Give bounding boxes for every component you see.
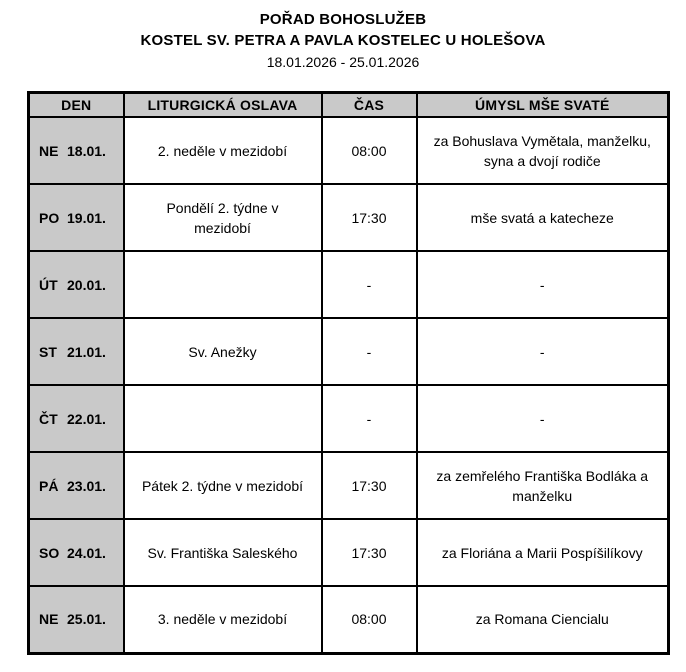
day-date: 21.01. [67, 343, 106, 360]
table-row [29, 318, 669, 385]
time-cell: - [322, 385, 417, 452]
table-row [29, 385, 669, 452]
table-row [29, 519, 669, 586]
table-row [29, 117, 669, 184]
time-cell: 08:00 [322, 586, 417, 653]
day-cell [29, 519, 124, 586]
time-cell: - [322, 251, 417, 318]
table-row [29, 586, 669, 653]
day-cell [29, 385, 124, 452]
day-date: 19.01. [67, 209, 106, 226]
table-header-row [29, 93, 669, 118]
celebration-cell [124, 251, 322, 318]
day-abbr: PO [39, 209, 60, 226]
time-cell: 17:30 [322, 452, 417, 519]
day-date: 25.01. [67, 611, 106, 628]
col-header-intention: ÚMYSL MŠE SVATÉ [417, 93, 669, 118]
day-abbr: ST [39, 343, 57, 360]
intention-cell: za Romana Ciencialu [417, 586, 669, 653]
day-abbr: ČT [39, 410, 58, 427]
day-abbr: NE [39, 142, 59, 159]
day-cell [29, 251, 124, 318]
intention-cell: za Floriána a Marii Pospíšilíkovy [417, 519, 669, 586]
day-abbr: SO [39, 544, 60, 561]
day-cell [29, 117, 124, 184]
col-header-liturgy: LITURGICKÁ OSLAVA [124, 93, 322, 118]
day-cell [29, 586, 124, 653]
col-header-den: DEN [29, 93, 124, 118]
day-cell [29, 318, 124, 385]
document-header [0, 0, 686, 73]
celebration-cell: Pátek 2. týdne v mezidobí [124, 452, 322, 519]
day-date: 18.01. [67, 142, 106, 159]
time-cell: 17:30 [322, 519, 417, 586]
day-abbr: NE [39, 611, 59, 628]
intention-cell: - [417, 251, 669, 318]
day-abbr: ÚT [39, 276, 58, 293]
table-row [29, 452, 669, 519]
table-row [29, 184, 669, 251]
celebration-cell: Sv. Anežky [124, 318, 322, 385]
intention-cell: mše svatá a katecheze [417, 184, 669, 251]
day-date: 20.01. [67, 276, 106, 293]
schedule-table [27, 91, 670, 655]
day-cell [29, 452, 124, 519]
intention-cell: za Bohuslava Vymětala, manželku, syna a dvojí rodiče [417, 117, 669, 184]
document-title: POŘAD BOHOSLUŽEB [259, 11, 427, 28]
date-range: 18.01.2026 - 25.01.2026 [266, 54, 420, 70]
intention-cell: - [417, 318, 669, 385]
day-abbr: PÁ [39, 477, 59, 494]
celebration-cell: 3. neděle v mezidobí [124, 586, 322, 653]
celebration-cell: Pondělí 2. týdne v mezidobí [124, 184, 322, 251]
celebration-cell: 2. neděle v mezidobí [124, 117, 322, 184]
day-date: 22.01. [67, 410, 106, 427]
time-cell: - [322, 318, 417, 385]
celebration-cell: Sv. Františka Saleského [124, 519, 322, 586]
intention-cell: - [417, 385, 669, 452]
celebration-cell [124, 385, 322, 452]
col-header-time: ČAS [322, 93, 417, 118]
table-row [29, 251, 669, 318]
time-cell: 08:00 [322, 117, 417, 184]
day-date: 23.01. [67, 477, 106, 494]
intention-cell: za zemřelého Františka Bodláka a manželku [417, 452, 669, 519]
day-date: 24.01. [67, 544, 106, 561]
day-cell [29, 184, 124, 251]
time-cell: 17:30 [322, 184, 417, 251]
church-name: KOSTEL SV. PETRA A PAVLA KOSTELEC U HOLEŠOVA [140, 32, 546, 49]
